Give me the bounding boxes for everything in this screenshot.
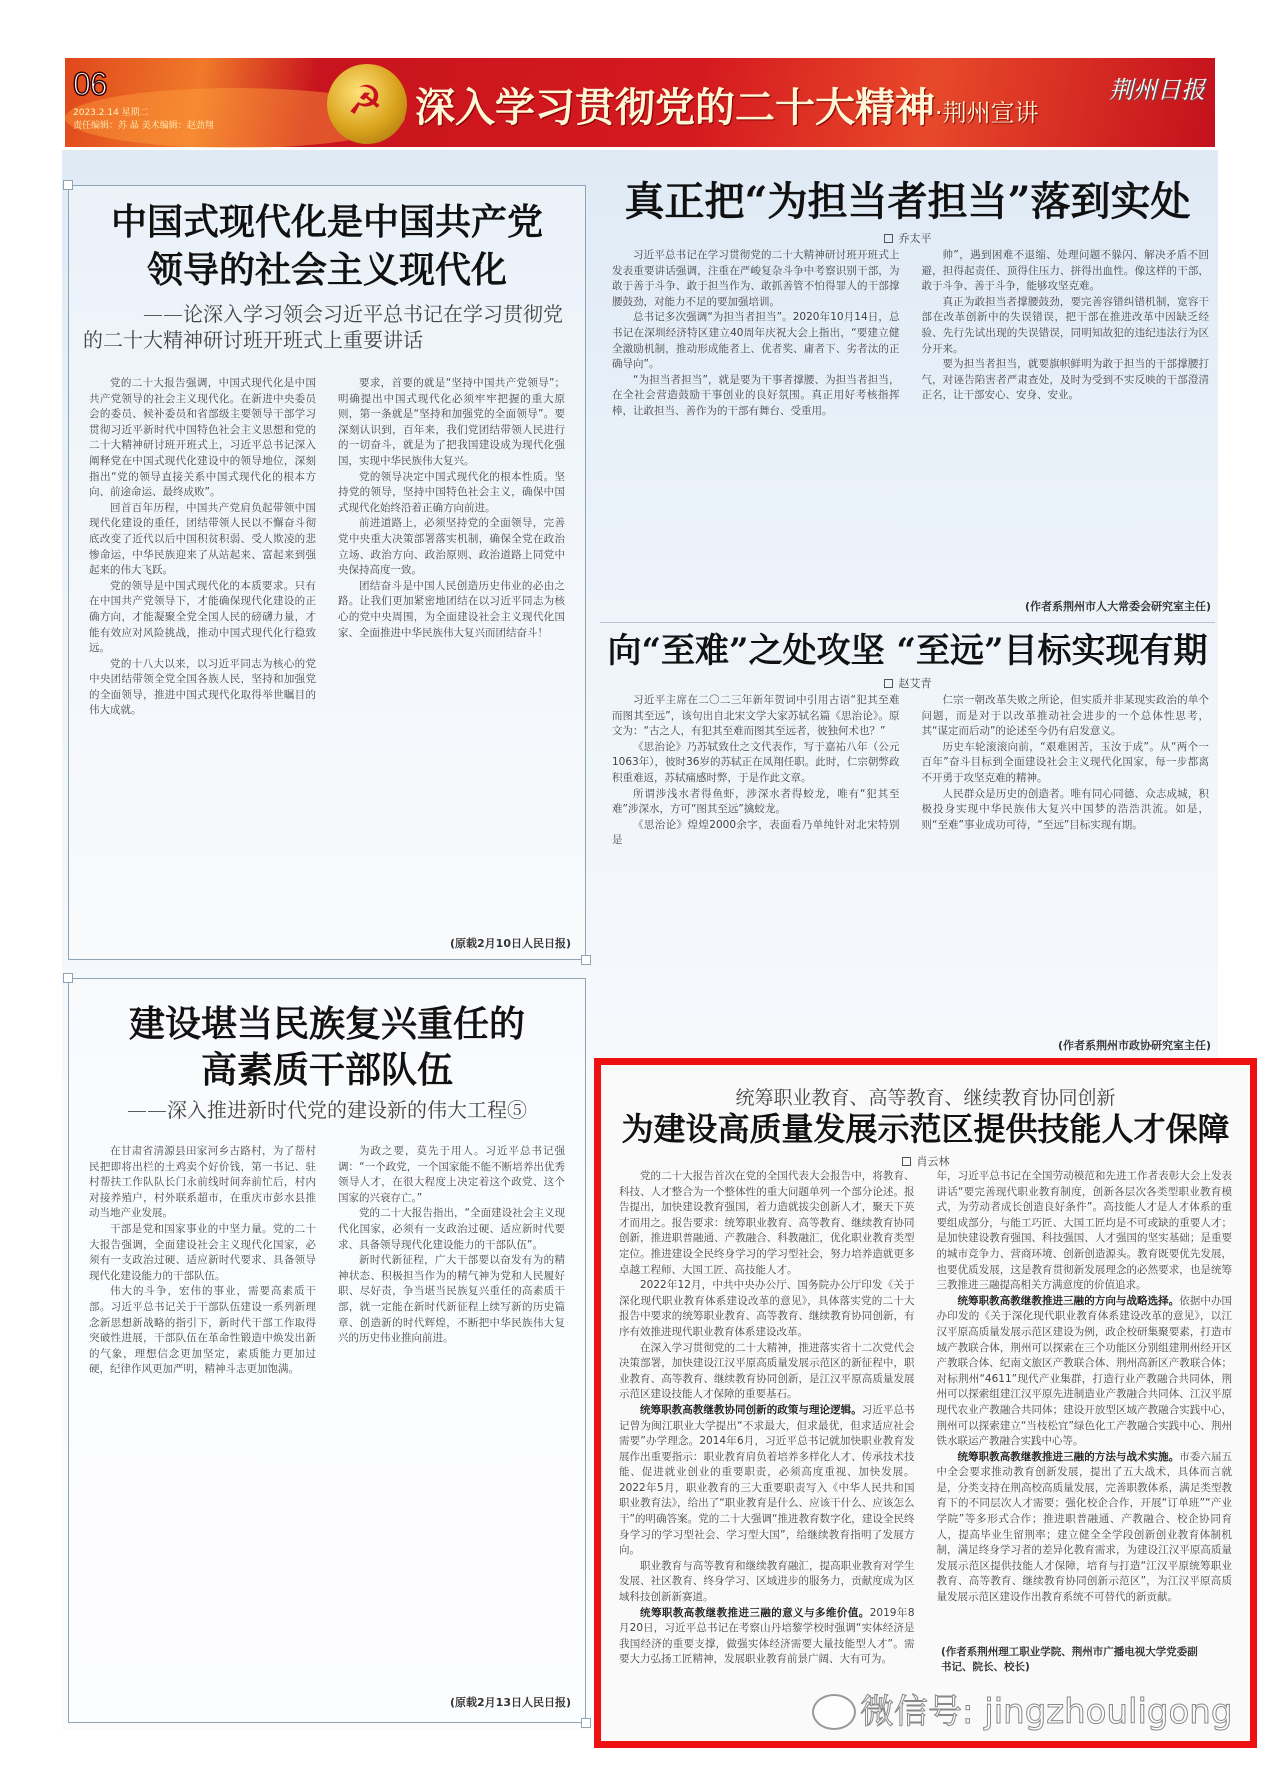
paragraph-text: 依据中办国办印发的《关于深化现代职业教育体系建设改革的意见》，以江汉平原高质量发展示范区建设为例，政企校研集聚要素，打造市域产教联合体，荆州可以探索在三个功能区分别组建荆州经开区产教联合体、纪南文旅区产教联合体、荆州高新区产教联合体；对标荆州“4611”现代产业集群，打造行业产教融合共同体，荆州可以探索组建江汉平原先进制造业产教融合共同体、江汉平原现代农业产教融合共同体；建设开放型区域产教融合实践中心，荆州可以探索建立“当枝松宜”绿色化工产教融合实践中心、荆州铁水联运产教融合实践中心等。 <box>936 1294 1233 1448</box>
article-byline <box>601 1153 1250 1169</box>
body-column-1 <box>612 693 900 1038</box>
credit-line: (作者系荆州理工职业学院、荆州市广播电视大学党委副 <box>941 1646 1198 1658</box>
paragraph <box>619 1403 915 1559</box>
article-cadre-team <box>68 978 586 1723</box>
paragraph: 新时代新征程，广大干部要以奋发有为的精神状态、积极担当作为的精气神为党和人民履好职、尽好责，争当堪当民族复兴重任的高素质干部，就一定能在新时代新征程上续写新的历史篇章、创造新的时代辉煌，不断把中华民族伟大复兴的历史伟业推向前进。 <box>338 1254 565 1345</box>
author-credit: (作者系荆州市人大常委会研究室主任) <box>1024 600 1211 613</box>
wechat-logo-icon <box>812 1694 856 1730</box>
paragraph: 要求，首要的就是“坚持中国共产党领导”；明确提出中国式现代化必须牢牢把握的重大原则，第一条就是“坚持和加强党的全面领导”。要深刻认识到，百年来，我们党团结带领人民进行的一切奋斗，就是为了把我国建设成为现代化强国，实现中华民族伟大复兴。 <box>338 377 565 467</box>
section-title <box>415 76 1039 133</box>
byline-box-icon <box>884 234 893 243</box>
paragraph <box>619 1169 915 1278</box>
issue-meta <box>73 107 214 133</box>
headline-line: 领导的社会主义现代化 <box>146 249 507 291</box>
paragraph: 人民群众是历史的创造者。唯有同心同德、众志成城，积极投身实现中华民族伟大复兴中国梦的浩浩洪流。如是，则“至难”事业成功可待，“至远”目标实现有期。 <box>921 787 1209 831</box>
paragraph-lead: 统筹职教高教继教推进三融的意义与多维价值。 <box>640 1606 870 1619</box>
paragraph: 前进道路上，必须坚持党的全面领导，完善党中央重大决策部署落实机制，确保全党在政治立场、政治方向、政治原则、政治道路上同党中央保持高度一致。 <box>338 517 565 577</box>
paragraph-text: 2022年12月，中共中央办公厅、国务院办公厅印发《关于深化现代职业教育体系建设改革的意见》，具体落实党的二十大报告中要求的统筹职业教育、高等教育、继续教育协同创新，有序有效推进现代职业教育体系建设改革。 <box>619 1279 915 1338</box>
article-subtitle: ——论深入学习领会习近平总书记在学习贯彻党的二十大精神研讨班开班式上重要讲话 <box>83 302 563 352</box>
headline-line: 中国式现代化是中国共产党 <box>110 201 543 243</box>
paragraph: 《思治论》煌煌2000余字，表面看乃单纯针对北宋特别是 <box>612 818 900 847</box>
body-column-2 <box>338 1144 565 1689</box>
article-chinese-modernization <box>68 185 586 960</box>
byline-box-icon <box>902 1157 911 1166</box>
article-byline <box>600 230 1215 246</box>
body-column-1 <box>619 1169 915 1666</box>
paragraph-text: 2019年8月20日，习近平总书记在考察山丹培黎学校时强调“实体经济是我国经济的重要支撑，做强实体经济需要大量技能型人才”。需要大力弘扬工匠精神，发展职业教育前景广阔、大有可为。 <box>619 1606 915 1666</box>
paragraph: 干部是党和国家事业的中坚力量。党的二十大报告强调，全面建设社会主义现代化国家，必须有一支政治过硬、适应新时代要求、具备领导现代化建设能力的干部队伍。 <box>89 1222 316 1282</box>
paragraph: 党的十八大以来，以习近平同志为核心的党中央团结带领全党全国各族人民，坚持和加强党的全面领导，推进中国式现代化取得举世瞩目的伟大成就。 <box>89 657 316 717</box>
paragraph: 《思治论》乃苏轼致仕之文代表作，写于嘉祐八年（公元1063年），彼时36岁的苏轼正在凤翔任职。此时，仁宗朝弊政积重难返，苏轼痛感时弊，于是作此文章。 <box>612 740 900 784</box>
paragraph-text: 职业教育与高等教育和继续教育融汇，提高职业教育对学生发展、社区教育、终身学习、区域进步的服务力，贡献度成为区域科技创新新赛道。 <box>619 1559 915 1604</box>
article-take-responsibility <box>600 170 1215 620</box>
article-body <box>89 1144 565 1689</box>
issue-editors: 责任编辑：苏 晶 美术编辑：赵劲翔 <box>73 121 214 131</box>
article-divider <box>600 622 1215 623</box>
paragraph-lead: 统筹职教高教继教协同创新的政策与理论逻辑。 <box>640 1403 862 1416</box>
paragraph <box>619 1278 915 1340</box>
paragraph: 党的二十大报告强调，中国式现代化是中国共产党领导的社会主义现代化。在新进中央委员会的委员、候补委员和省部级主要领导干部学习贯彻习近平新时代中国特色社会主义思想和党的二十大精神研讨班开班式上，习近平总书记深入阐释党在中国式现代化建设中的领导地位，深刻指出“党的领导直接关系中国式现代化的根本方向、前途命运、最终成败”。 <box>89 377 316 499</box>
paragraph: 真正为敢担当者撑腰鼓劲，要完善容错纠错机制，宽容干部在改革创新中的失误错误，把干部在推进改革中因缺乏经验、先行先试出现的失误错误，同明知故犯的违纪违法行为区分开来。 <box>921 295 1209 355</box>
body-column-1 <box>89 376 316 931</box>
wechat-watermark: 微信号: jingzhouligong <box>860 1692 1233 1732</box>
byline-box-icon <box>884 679 893 688</box>
source-credit: (原载2月13日人民日报) <box>449 1696 571 1709</box>
paragraph: 党的领导是中国式现代化的本质要求。只有在中国共产党领导下，才能确保现代化建设的正确方向，才能凝聚全党全国人民的磅礴力量，才能有效应对风险挑战，推动中国式现代化行稳致远。 <box>89 579 316 655</box>
author-name: 赵艾青 <box>898 677 932 690</box>
article-kicker: 统筹职业教育、高等教育、继续教育协同创新 <box>735 1087 1116 1109</box>
author-name: 乔太平 <box>898 232 932 245</box>
paragraph: 回首百年历程，中国共产党肩负起带领中国现代化建设的重任，团结带领人民以不懈奋斗彻底改变了近代以后中国积贫积弱、受人欺凌的悲惨命运，中华民族迎来了从站起来、富起来到强起来的伟大飞跃。 <box>89 501 316 577</box>
author-credit: (作者系荆州市政协研究室主任) <box>1057 1039 1211 1052</box>
page-banner <box>65 58 1215 147</box>
section-title-main: 深入学习贯彻党的二十大精神 <box>415 84 935 131</box>
paragraph: 历史车轮滚滚向前，“艰难困苦，玉汝于成”。从“两个一百年”奋斗目标到全面建设社会主义现代化国家，每一步都离不开勇于攻坚克难的精神。 <box>921 740 1209 784</box>
paragraph <box>619 1341 915 1403</box>
paragraph: 党的领导决定中国式现代化的根本性质。坚持党的领导，坚持中国特色社会主义，确保中国式现代化始终沿着正确方向前进。 <box>338 470 565 514</box>
body-column-2 <box>338 376 565 931</box>
author-name: 肖云林 <box>916 1155 950 1168</box>
paragraph-text: 在深入学习贯彻党的二十大精神，推进落实省十二次党代会决策部署，加快建设江汉平原高质量发展示范区的新征程中，职业教育、高等教育、继续教育协同创新，是江汉平原高质量发展示范区建设技能人才保障的重要基石。 <box>619 1341 915 1401</box>
body-column-1 <box>612 248 900 593</box>
body-column-2 <box>922 248 1210 593</box>
paragraph: 为政之要，莫先于用人。习近平总书记强调：“一个政党，一个国家能不能不断培养出优秀领导人才，在很大程度上决定着这个政党、这个国家的兴衰存亡。” <box>338 1145 565 1204</box>
source-credit: (原载2月10日人民日报) <box>449 937 571 950</box>
article-headline: 向“至难”之处攻坚 “至远”目标实现有期 <box>607 631 1208 671</box>
paragraph <box>619 1559 915 1606</box>
body-column-2 <box>937 1169 1233 1637</box>
headline-line: 建设堪当民族复兴重任的 <box>128 1003 525 1045</box>
paragraph: 帅”，遇到困难不退缩、处理问题不躲闪、解决矛盾不回避，担得起责任、顶得住压力、拼得出血性。像这样的干部，敢于斗争、善于斗争，能够攻坚克难。 <box>921 249 1209 293</box>
paragraph <box>937 1169 1233 1294</box>
newspaper-masthead-logo: 荆州日报 <box>1109 76 1205 104</box>
paragraph: 伟大的斗争，宏伟的事业，需要高素质干部。习近平总书记关于干部队伍建设一系列新理念新思想新战略的指引下，新时代干部工作取得突破性进展，干部队伍在革命性锻造中焕发出新的气象，理想信念更加坚定，素质能力更加过硬，纪律作风更加严明，精神斗志更加饱满。 <box>89 1285 316 1376</box>
credit-line: 书记、院长、校长) <box>941 1661 1030 1673</box>
author-credit <box>941 1645 1198 1675</box>
article-headline <box>69 1001 585 1093</box>
paragraph: 仁宗一朝改革失败之所论，但实质并非某现实政治的单个问题，而是对于以改革推动社会进步的一个总体性思考，其“谋定而后动”的论述至今仍有启发意义。 <box>921 694 1209 738</box>
article-hardest-farthest <box>600 625 1215 1055</box>
article-body <box>612 248 1209 593</box>
paragraph <box>937 1450 1233 1606</box>
paragraph-lead: 统筹职教高教继教推进三融的方向与战略选择。 <box>957 1294 1180 1307</box>
paragraph: 习近平主席在二〇二三年新年贺词中引用古语“犯其至难而图其至远”，该句出自北宋文学大家苏轼名篇《思治论》。原文为：“古之人，有犯其至难而图其至远者，彼独何术也？” <box>612 694 900 738</box>
headline-line: 高素质干部队伍 <box>200 1049 453 1091</box>
article-headline: 为建设高质量发展示范区提供技能人才保障 <box>621 1110 1230 1148</box>
paragraph: 要为担当者担当，就要旗帜鲜明为敢于担当的干部撑腰打气，对诬告陷害者严肃查处，及时为受到不实反映的干部澄清正名，让干部安心、安身、安业。 <box>921 358 1209 402</box>
paragraph-text: 习近平总书记曾为闽江职业大学提出“不求最大，但求最优，但求适应社会需要”办学理念。2014年6月，习近平总书记就加快职业教育发展作出重要指示：职业教育肩负着培养多样化人才、传承技术技能、促进就业创业的重要职责，必须高度重视、加快发展。2022年5月，职业教育的三大重要职责写入《中华人民共和国职业教育法》，给出了“职业教育是什么、应该干什么、应该怎么干”的明确答案。党的二十大强调“推进教育数字化，建设全民终身学习的学习型社会、学习型大国”，给继续教育指明了发展方向。 <box>619 1403 915 1557</box>
issue-date: 2023.2.14 星期二 <box>73 108 149 118</box>
paragraph: 总书记多次强调“为担当者担当”。2020年10月14日，总书记在深圳经济特区建立40周年庆祝大会上指出，“要建立健全激励机制，推动形成能者上、优者奖、庸者下、劣者汰的正确导向”。 <box>612 311 900 371</box>
section-title-sub: ·荆州宣讲 <box>935 99 1039 127</box>
paragraph-text: 党的二十大报告首次在党的全国代表大会报告中，将教育、科技、人才整合为一个整体性的重大问题单列一个部分论述。报告提出，加快建设教育强国，着力造就拔尖创新人才，聚天下英才而用之。报告要求：统筹职业教育、高等教育、继续教育协同创新，推进职普融通、产教融合、科教融汇，优化职业教育类型定位。推进建设全民终身学习的学习型社会，努力培养造就更多卓越工程师、大国工匠、高技能人才。 <box>619 1170 915 1276</box>
paragraph: 习近平总书记在学习贯彻党的二十大精神研讨班开班式上发表重要讲话强调，注重在严峻复杂斗争中考察识别干部，为敢于善于斗争、敢于担当作为、敢抓善管不怕得罪人的干部撑腰鼓劲，对能力不足的要加强培训。 <box>612 249 900 308</box>
body-column-1 <box>89 1144 316 1689</box>
article-subtitle: ——深入推进新时代党的建设新的伟大工程⑤ <box>127 1098 527 1122</box>
article-body <box>89 376 565 931</box>
article-headline <box>69 198 585 294</box>
paragraph: 在甘肃省清源县田家河乡古路村，为了帮村民把即将出栏的土鸡卖个好价钱，第一书记、驻村帮扶工作队队长门永前线时间奔前忙后，村内对接养殖户，村外联系超市，在重庆市彭水县推动当地产业发展。 <box>89 1145 316 1220</box>
paragraph <box>619 1606 915 1668</box>
paragraph <box>937 1294 1233 1450</box>
highlighted-article-vocational-education <box>594 1058 1257 1748</box>
party-emblem-icon: ☭ <box>327 64 407 144</box>
paragraph: 团结奋斗是中国人民创造历史伟业的必由之路。让我们更加紧密地团结在以习近平同志为核心的党中央周围，为全面建设社会主义现代化国家、全面推进中华民族伟大复兴而团结奋斗！ <box>338 579 565 639</box>
paragraph: “为担当者担当”，就是要为干事者撑腰、为担当者担当，在全社会营造鼓励干事创业的良好氛围。真正用好考核指挥棒，让敢担当、善作为的干部有舞台、受重用。 <box>612 373 900 417</box>
body-column-2 <box>922 693 1210 1038</box>
paragraph: 党的二十大报告指出，“全面建设社会主义现代化国家，必须有一支政治过硬、适应新时代要求、具备领导现代化建设能力的干部队伍”。 <box>338 1207 565 1251</box>
article-headline: 真正把“为担当者担当”落到实处 <box>624 178 1191 225</box>
paragraph: 所谓涉浅水者得鱼虾，涉深水者得蛟龙，唯有“犯其至难”涉深水，方可“图其至远”擒蛟龙。 <box>612 787 900 816</box>
paragraph-lead: 统筹职教高教继教推进三融的方法与战术实施。 <box>957 1450 1180 1463</box>
article-byline <box>600 675 1215 691</box>
paragraph-text: 年，习近平总书记在全国劳动模范和先进工作者表彰大会上发表讲话“要完善现代职业教育制度，创新各层次各类型职业教育模式，为劳动者成长创造良好条件”。高技能人才是人才体系的重要组成部分，与能工巧匠、大国工匠均是不可或缺的重要人才；是加快建设教育强国、科技强国、人才强国的坚实基础；是重要的城市竞争力、营商环境、创新创造源头。教育既要优先发展，也要优质发展，这是教育贯彻新发展理念的必然要求，也是统筹三教推进三融提高相关方满意度的价值追求。 <box>936 1170 1232 1292</box>
page-number: 06 <box>73 66 107 102</box>
paragraph-text: 市委六届五中全会要求推动教育创新发展，提出了五大战术，具体而言就是，分类支持在荆高校高质量发展，完善职教体系，满足类型教育下的不同层次人才需要；强化校企合作，开展“订单班”“产业学院”等多形式合作；推进职普融通、产教融合、校企协同育人，提高毕业生留荆率；建立健全全学段创新创业教育体制机制，满足终身学习者的差异化教育需求，为建设江汉平原高质量发展示范区提供技能人才保障，培育与打造“江汉平原统筹职业教育、高等教育、继续教育协同创新示范区”，为江汉平原高质量发展示范区建设作出教育系统不可替代的新贡献。 <box>936 1450 1233 1604</box>
article-body <box>612 693 1209 1038</box>
